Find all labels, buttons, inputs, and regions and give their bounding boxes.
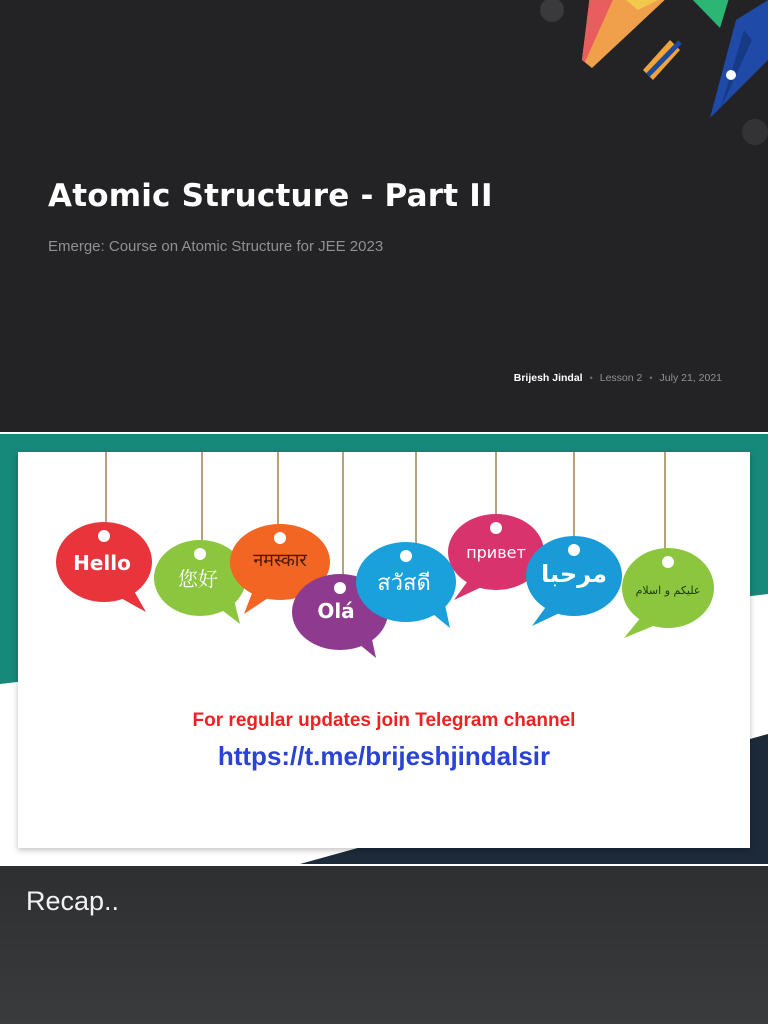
bubble-label-6: مرحبا <box>541 560 607 588</box>
separator: • <box>589 373 593 383</box>
bubble-label-5: привет <box>466 543 526 562</box>
title-slide <box>0 0 768 432</box>
slide-meta <box>514 372 722 384</box>
telegram-slide <box>0 434 768 864</box>
bubble-label-1: 您好 <box>178 567 218 591</box>
bubble-label-0: Hello <box>73 551 131 575</box>
bubble-label-2: नमस्कार <box>253 550 307 571</box>
separator: • <box>649 373 653 383</box>
bubble-label-3: Olá <box>317 599 355 623</box>
lesson-number: Lesson 2 <box>599 372 643 384</box>
slide-subtitle: Emerge: Course on Atomic Structure for JEE 2023 <box>48 238 384 255</box>
recap-heading: Recap.. <box>26 886 120 916</box>
author-name: Brijesh Jindal <box>513 372 583 384</box>
slide-title: Atomic Structure - Part II <box>48 178 493 214</box>
pencil-decoration-icon <box>520 0 768 160</box>
recap-slide <box>0 866 768 1024</box>
telegram-channel-link[interactable]: https://t.me/brijeshjindalsir <box>217 741 551 771</box>
telegram-promo-text: For regular updates join Telegram channel <box>192 710 576 731</box>
bubble-label-4: สวัสดี <box>377 571 431 596</box>
content-card <box>18 452 750 848</box>
lesson-date: July 21, 2021 <box>659 372 722 384</box>
bubble-label-7: عليكم و اسلام <box>635 584 701 597</box>
greeting-bubbles-illustration <box>18 452 750 692</box>
